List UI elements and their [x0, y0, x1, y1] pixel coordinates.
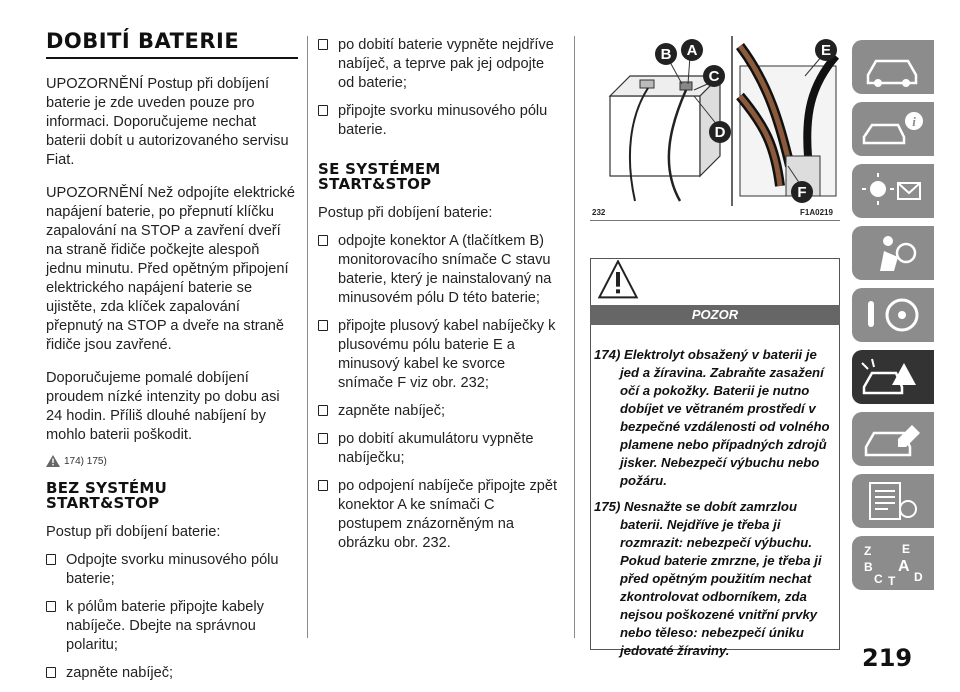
page-number: 219: [862, 644, 913, 672]
figure-label-a: A: [686, 42, 698, 59]
figure-label-b: B: [660, 46, 672, 63]
chapter-sidebar: [852, 40, 934, 598]
procedure-intro: Postup při dobíjení baterie:: [318, 205, 493, 221]
warning-references: [46, 455, 298, 467]
battery-figure: [590, 36, 840, 224]
notice-paragraph-1: UPOZORNĚNÍ Postup při dobíjení baterie je zde uveden pouze pro informaci. Doporučujeme nechat baterii dobít u autorizovaného servisu Fiat.: [46, 76, 289, 169]
checklist-item: připojte svorku minusového pólu baterie.: [318, 102, 558, 140]
warning-body: [594, 346, 834, 668]
section-heading-line: SE SYSTÉMEM: [318, 160, 441, 178]
figure-label-c: C: [708, 68, 720, 85]
chapter-tab-emergency[interactable]: [852, 350, 934, 404]
warning-triangle-icon: [46, 455, 60, 467]
wrench-steering-icon: [858, 293, 928, 337]
car-service-icon: [858, 417, 928, 461]
chapter-tab-index[interactable]: [852, 536, 934, 590]
warning-item: 175) Nesnažte se dobít zamrzlou baterii. Nejdříve je třeba ji rozmrazit: nebezpečí výbuchu. Pokud baterie zmrzne, je třeba ji před opětným použitím nechat zkontrolovat odborníkem, zda nejsou poškozené vnitřní prvky nebo těleso: nebezpečí úniku jedovaté žíraviny.: [594, 499, 822, 658]
car-breakdown-icon: [858, 355, 928, 399]
section-heading-line: START&STOP: [46, 494, 160, 513]
figure-label-d: D: [714, 124, 726, 141]
figure-code: F1A0219: [800, 208, 833, 217]
figure-number: 232: [592, 208, 606, 217]
chapter-tab-lights[interactable]: [852, 164, 934, 218]
page-title: DOBITÍ BATERIE: [46, 29, 240, 53]
checklist-item: zapněte nabíječ;: [46, 664, 298, 683]
procedure-intro: Postup při dobíjení baterie:: [46, 524, 221, 541]
airbag-person-icon: [858, 231, 928, 275]
warning-item: 174) Elektrolyt obsažený v baterii je jed a žíravina. Zabraňte zasažení očí a pokožky. Baterii je nutno dobíjet ve větraném prostředí v bezpečné vzdálenosti od volného plamene nebo případných zdrojů jisker. Nebezpečí výbuchu nebo požáru.: [594, 347, 830, 488]
svg-text:E: E: [902, 542, 911, 556]
svg-text:Z: Z: [864, 544, 872, 558]
battery-illustration: [590, 36, 840, 206]
figure-label-f: F: [797, 184, 807, 201]
checklist-icon: [858, 479, 928, 523]
section-heading-without-startstop: [46, 481, 298, 511]
checklist-item: po dobití akumulátoru vypněte nabíječku;: [318, 430, 558, 468]
checklist-item: Odpojte svorku minusového pólu baterie;: [46, 551, 298, 589]
checklist-item: po dobití baterie vypněte nejdříve nabíječ, a teprve pak jej odpojte od baterie;: [318, 36, 558, 93]
chapter-tab-service[interactable]: [852, 412, 934, 466]
alphabet-index-icon: [858, 541, 928, 585]
section-heading-line: BEZ SYSTÉMU: [46, 479, 168, 498]
recommendation-paragraph: Doporučujeme pomalé dobíjení proudem nízké intenzity po dobu asi 24 hodin. Příliš dlouhé nabíjení by mohlo baterii poškodit.: [46, 370, 280, 444]
column-1: [46, 30, 298, 692]
svg-text:i: i: [912, 114, 916, 129]
svg-text:B: B: [864, 560, 873, 574]
svg-text:T: T: [888, 574, 896, 585]
figure-caption-rule: [590, 220, 840, 221]
chapter-tab-safety[interactable]: [852, 226, 934, 280]
chapter-tab-dashboard[interactable]: [852, 40, 934, 94]
section-heading-with-startstop: [318, 162, 558, 192]
reference-numbers: 174) 175): [64, 455, 107, 467]
checklist-item: po odpojení nabíječe připojte zpět konektor A ke snímači C postupem znázorněným na obrázku obr. 232.: [318, 477, 558, 553]
checklist-item: odpojte konektor A (tlačítkem B) monitorovacího snímače C stavu baterie, který je nainstalovaný na minusovém pólu D této baterie;: [318, 232, 558, 308]
column-divider: [574, 36, 575, 638]
title-underline: [46, 57, 298, 59]
column-2: [318, 36, 558, 562]
figure-label-e: E: [820, 42, 832, 59]
warning-triangle-icon: [595, 260, 641, 300]
chapter-tab-info[interactable]: [852, 102, 934, 156]
chapter-tab-driving[interactable]: [852, 288, 934, 342]
checklist-item: k pólům baterie připojte kabely nabíječe. Dbejte na správnou polaritu;: [46, 598, 298, 655]
warning-title: POZOR: [590, 305, 840, 325]
chapter-tab-technical[interactable]: [852, 474, 934, 528]
section-heading-line: START&STOP: [318, 175, 432, 193]
notice-paragraph-2: UPOZORNĚNÍ Než odpojíte elektrické napájení baterie, po přepnutí klíčku zapalování na STOP a zavření dveří na straně řidiče počkejte alespoň jednu minutu. Před opětným připojení elektrického napájení baterie se ujistěte, zda klíček zapalování přepnutý na STOP a dveře na straně řidiče jsou zavřené.: [46, 185, 295, 354]
car-dashboard-icon: [858, 45, 928, 89]
checklist-item: zapněte nabíječ;: [318, 402, 558, 421]
car-info-icon: [858, 107, 928, 151]
column-divider: [307, 36, 308, 638]
svg-text:D: D: [914, 570, 923, 584]
checklist-item: připojte plusový kabel nabíječky k plusovému pólu baterie E a minusový kabel ke svorce snímače F viz obr. 232;: [318, 317, 558, 393]
light-mail-icon: [858, 169, 928, 213]
svg-text:A: A: [898, 558, 910, 575]
svg-text:C: C: [874, 572, 883, 585]
